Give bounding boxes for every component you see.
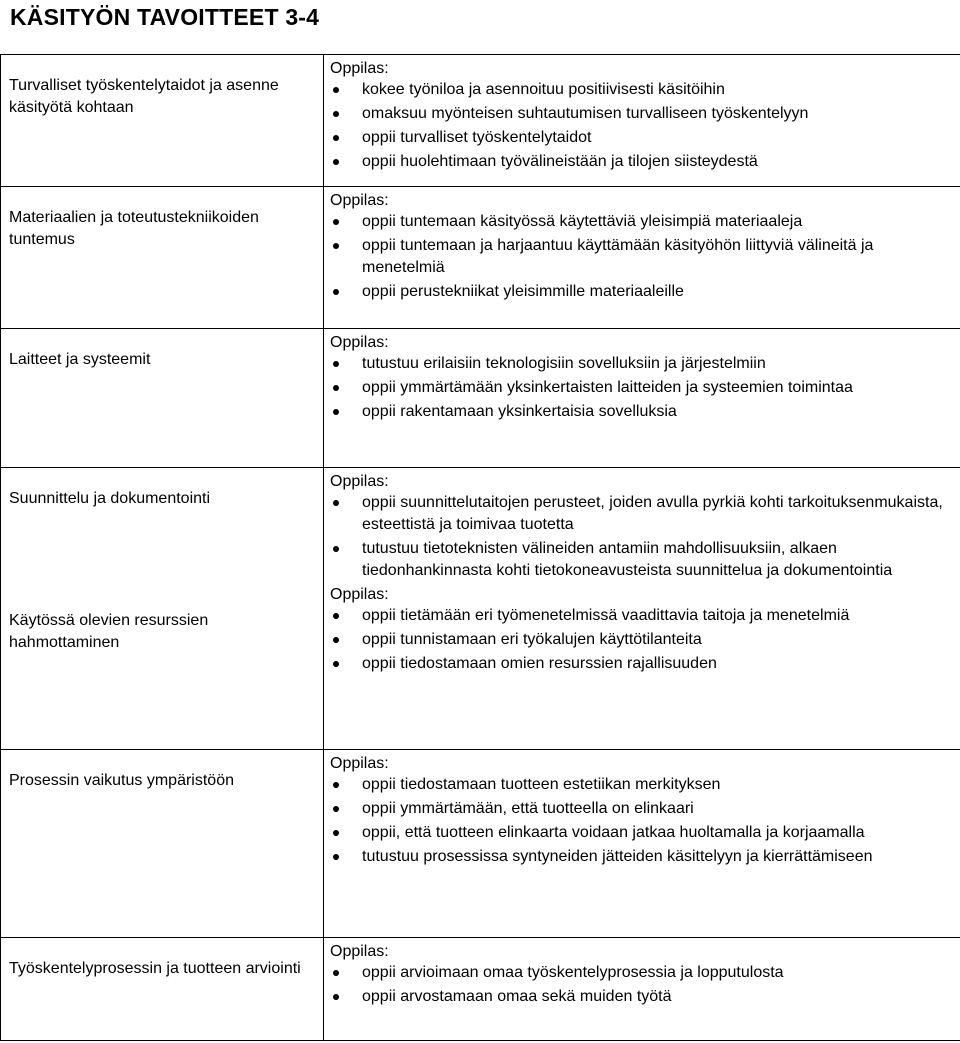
bullet-icon — [333, 289, 339, 295]
topic-cell — [1, 750, 324, 938]
oppilas-label: Oppilas: — [330, 192, 389, 209]
bullet-icon — [333, 409, 339, 415]
goals-list — [330, 353, 952, 423]
goals-list — [330, 211, 952, 303]
goals-cell — [324, 187, 960, 329]
topic-cell — [1, 468, 324, 750]
goals-section — [324, 329, 960, 423]
bullet-icon — [333, 613, 339, 619]
bullet-icon — [333, 500, 339, 506]
goals-section — [324, 187, 960, 303]
table-row — [1, 55, 960, 187]
topic-cell — [1, 938, 324, 1041]
list-item: oppii rakentamaan yksinkertaisia sovelluksia — [330, 401, 952, 423]
list-item: oppii, että tuotteen elinkaarta voidaan jatkaa huoltamalla ja korjaamalla — [330, 822, 952, 844]
list-item: oppii huolehtimaan työvälineistään ja tilojen siisteydestä — [330, 151, 952, 173]
list-item: oppii turvalliset työskentelytaidot — [330, 127, 952, 149]
oppilas-label: Oppilas: — [330, 586, 389, 603]
bullet-icon — [333, 830, 339, 836]
bullet-icon — [333, 385, 339, 391]
oppilas-label: Oppilas: — [330, 473, 389, 490]
bullet-icon — [333, 87, 339, 93]
topic-cell — [1, 187, 324, 329]
list-item: tutustuu tietoteknisten välineiden antamiin mahdollisuuksiin, alkaen tiedonhankinnasta kohti tietokoneavusteista suunnittelua ja dokumentointia — [330, 538, 952, 582]
bullet-icon — [333, 135, 339, 141]
bullet-icon — [333, 159, 339, 165]
goals-section — [324, 938, 960, 1008]
bullet-icon — [333, 854, 339, 860]
table-row — [1, 468, 960, 750]
table-row — [1, 187, 960, 329]
list-item: tutustuu prosessissa syntyneiden jätteiden käsittelyyn ja kierrättämiseen — [330, 846, 952, 868]
goals-list — [330, 774, 952, 868]
topic-label: Prosessin vaikutus ympäristöön — [9, 772, 234, 789]
list-item: oppii tiedostamaan tuotteen estetiikan merkityksen — [330, 774, 952, 796]
topic-label: Laitteet ja systeemit — [9, 351, 151, 368]
bullet-icon — [333, 111, 339, 117]
goals-cell — [324, 468, 960, 750]
list-item: oppii arvostamaan omaa sekä muiden työtä — [330, 986, 952, 1008]
topic-cell — [1, 55, 324, 187]
list-item: oppii tiedostamaan omien resurssien rajallisuuden — [330, 653, 952, 675]
list-item: oppii tuntemaan käsityössä käytettäviä yleisimpiä materiaaleja — [330, 211, 952, 233]
table-row — [1, 938, 960, 1041]
goals-list — [330, 79, 952, 173]
list-item: kokee työniloa ja asennoituu positiivisesti käsitöihin — [330, 79, 952, 101]
bullet-icon — [333, 546, 339, 552]
list-item: oppii arvioimaan omaa työskentelyprosessia ja lopputulosta — [330, 962, 952, 984]
bullet-icon — [333, 782, 339, 788]
list-item: oppii perustekniikat yleisimmille materiaaleille — [330, 281, 952, 303]
bullet-icon — [333, 361, 339, 367]
list-item: omaksuu myönteisen suhtautumisen turvalliseen työskentelyyn — [330, 103, 952, 125]
topic-label: Käytössä olevien resurssien hahmottaminen — [9, 612, 209, 651]
list-item: oppii suunnittelutaitojen perusteet, joiden avulla pyrkiä kohti tarkoituksenmukaista, esteettistä ja toimivaa tuotetta — [330, 492, 952, 536]
table-row — [1, 329, 960, 468]
goals-table — [0, 54, 960, 1041]
topic-cell — [1, 329, 324, 468]
oppilas-label: Oppilas: — [330, 943, 389, 960]
goals-cell — [324, 55, 960, 187]
bullet-icon — [333, 243, 339, 249]
list-item: oppii ymmärtämään, että tuotteella on elinkaari — [330, 798, 952, 820]
topic-label: Työskentelyprosessin ja tuotteen arviointi — [9, 960, 301, 977]
list-item: oppii ymmärtämään yksinkertaisten laitteiden ja systeemien toimintaa — [330, 377, 952, 399]
bullet-icon — [333, 661, 339, 667]
goals-cell — [324, 750, 960, 938]
bullet-icon — [333, 806, 339, 812]
table-row — [1, 750, 960, 938]
topic-label: Turvalliset työskentelytaidot ja asenne käsityötä kohtaan — [9, 77, 279, 116]
goals-list — [330, 962, 952, 1008]
topic-label: Suunnittelu ja dokumentointi — [9, 490, 211, 507]
goals-cell — [324, 329, 960, 468]
bullet-icon — [333, 994, 339, 1000]
goals-list — [330, 605, 952, 675]
bullet-icon — [333, 637, 339, 643]
oppilas-label: Oppilas: — [330, 334, 389, 351]
page-title: KÄSITYÖN TAVOITTEET 3-4 — [10, 4, 320, 30]
oppilas-label: Oppilas: — [330, 755, 389, 772]
list-item: tutustuu erilaisiin teknologisiin sovelluksiin ja järjestelmiin — [330, 353, 952, 375]
topic-label: Materiaalien ja toteutustekniikoiden tuntemus — [9, 209, 259, 248]
bullet-icon — [333, 970, 339, 976]
list-item: oppii tietämään eri työmenetelmissä vaadittavia taitoja ja menetelmiä — [330, 605, 952, 627]
list-item: oppii tunnistamaan eri työkalujen käyttötilanteita — [330, 629, 952, 651]
goals-list — [330, 492, 952, 582]
oppilas-label: Oppilas: — [330, 60, 389, 77]
goals-section — [324, 468, 960, 675]
goals-cell — [324, 938, 960, 1041]
goals-section — [324, 750, 960, 868]
goals-section — [324, 55, 960, 173]
list-item: oppii tuntemaan ja harjaantuu käyttämään käsityöhön liittyviä välineitä ja menetelmiä — [330, 235, 952, 279]
bullet-icon — [333, 219, 339, 225]
